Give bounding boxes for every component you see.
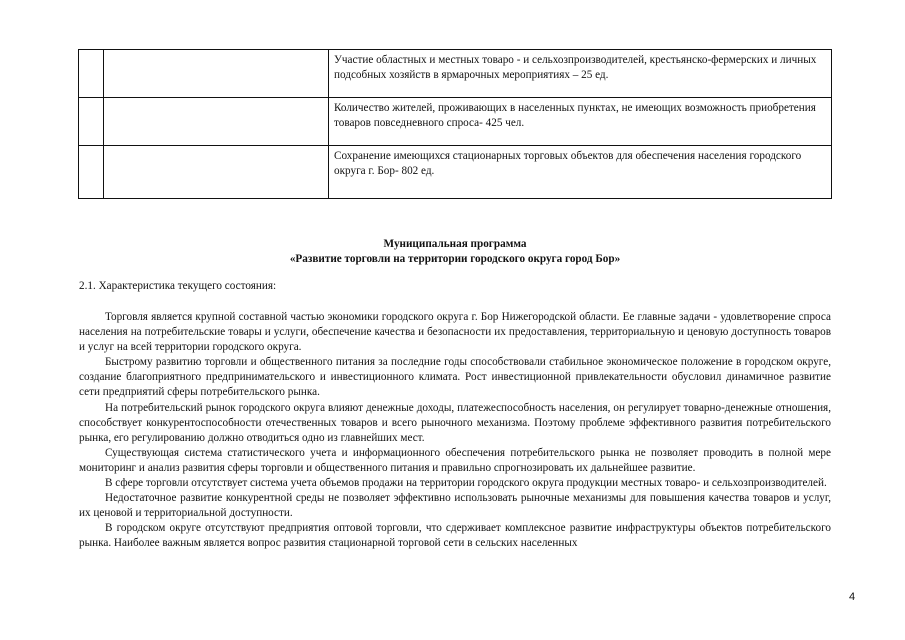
table-cell-text: Сохранение имеющихся стационарных торговых объектов для обеспечения населения городского округа г. Бор- 802 ед. (329, 146, 832, 199)
body-text (79, 310, 831, 552)
table-row (79, 146, 832, 199)
program-title: Муниципальная программа (383, 238, 527, 250)
paragraph: Недостаточное развитие конкурентной среды не позволяет эффективно использовать рыночные механизмы для повышения качества товаров и услуг, их ценовой и территориальной доступности. (79, 492, 831, 520)
paragraph: На потребительский рынок городского округа влияют денежные доходы, платежеспособность населения, он регулирует товарно-денежные отношения, способствует конкурентоспособности отечественных товаров и всего рыночного механизма. Поэтому проблеме эффективного развития потребительского рынка, его регулированию должно отводиться одно из главнейших мест. (79, 401, 831, 444)
paragraph: В городском округе отсутствуют предприятия оптовой торговли, что сдерживает комплексное развитие инфраструктуры объектов потребительского рынка. Наиболее важным является вопрос развития стационарной торговой сети в сельских населенных (79, 522, 831, 550)
table-cell-text: Количество жителей, проживающих в населенных пунктах, не имеющих возможность приобретения товаров повседневного спроса- 425 чел. (329, 98, 832, 146)
paragraph: Торговля является крупной составной частью экономики городского округа г. Бор Нижегородской области. Ее главные задачи - удовлетворение спроса населения на потребительские товары и услуги, обеспечение качества и безопасности их предоставления, территориальную и ценовую доступность товаров и услуг на всей территории городского округа. (79, 311, 831, 354)
section-heading: 2.1. Характеристика текущего состояния: (79, 280, 277, 292)
table-cell-empty (104, 146, 329, 199)
indicators-table (78, 49, 832, 199)
page-number: 4 (849, 591, 856, 603)
table-cell-empty (79, 98, 104, 146)
program-subtitle: «Развитие торговли на территории городского округа город Бор» (289, 253, 621, 265)
table-cell-text: Участие областных и местных товаро - и сельхозпроизводителей, крестьянско-фермерских и личных подсобных хозяйств в ярмарочных мероприятиях – 25 ед. (329, 50, 832, 98)
table-row (79, 98, 832, 146)
paragraph: В сфере торговли отсутствует система учета объемов продажи на территории городского округа продукции местных товаро- и сельхозпроизводителей. (105, 477, 827, 490)
table-row (79, 50, 832, 98)
table-cell-empty (79, 50, 104, 98)
paragraph: Быстрому развитию торговли и общественного питания за последние годы способствовали стабильное экономическое положение в городском округе, создание благоприятного предпринимательского и инвестиционного климата. Рост инвестиционной привлекательности обусловил динамичное развитие сети предприятий сферы потребительского рынка. (79, 356, 831, 399)
table-cell-empty (79, 146, 104, 199)
table-cell-empty (104, 98, 329, 146)
table-cell-empty (104, 50, 329, 98)
paragraph: Существующая система статистического учета и информационного обеспечения потребительского рынка не позволяет проводить в полной мере мониторинг и анализ развития сферы торговли и общественного питания и правильно спрогнозировать их дальнейшее развитие. (79, 446, 831, 474)
